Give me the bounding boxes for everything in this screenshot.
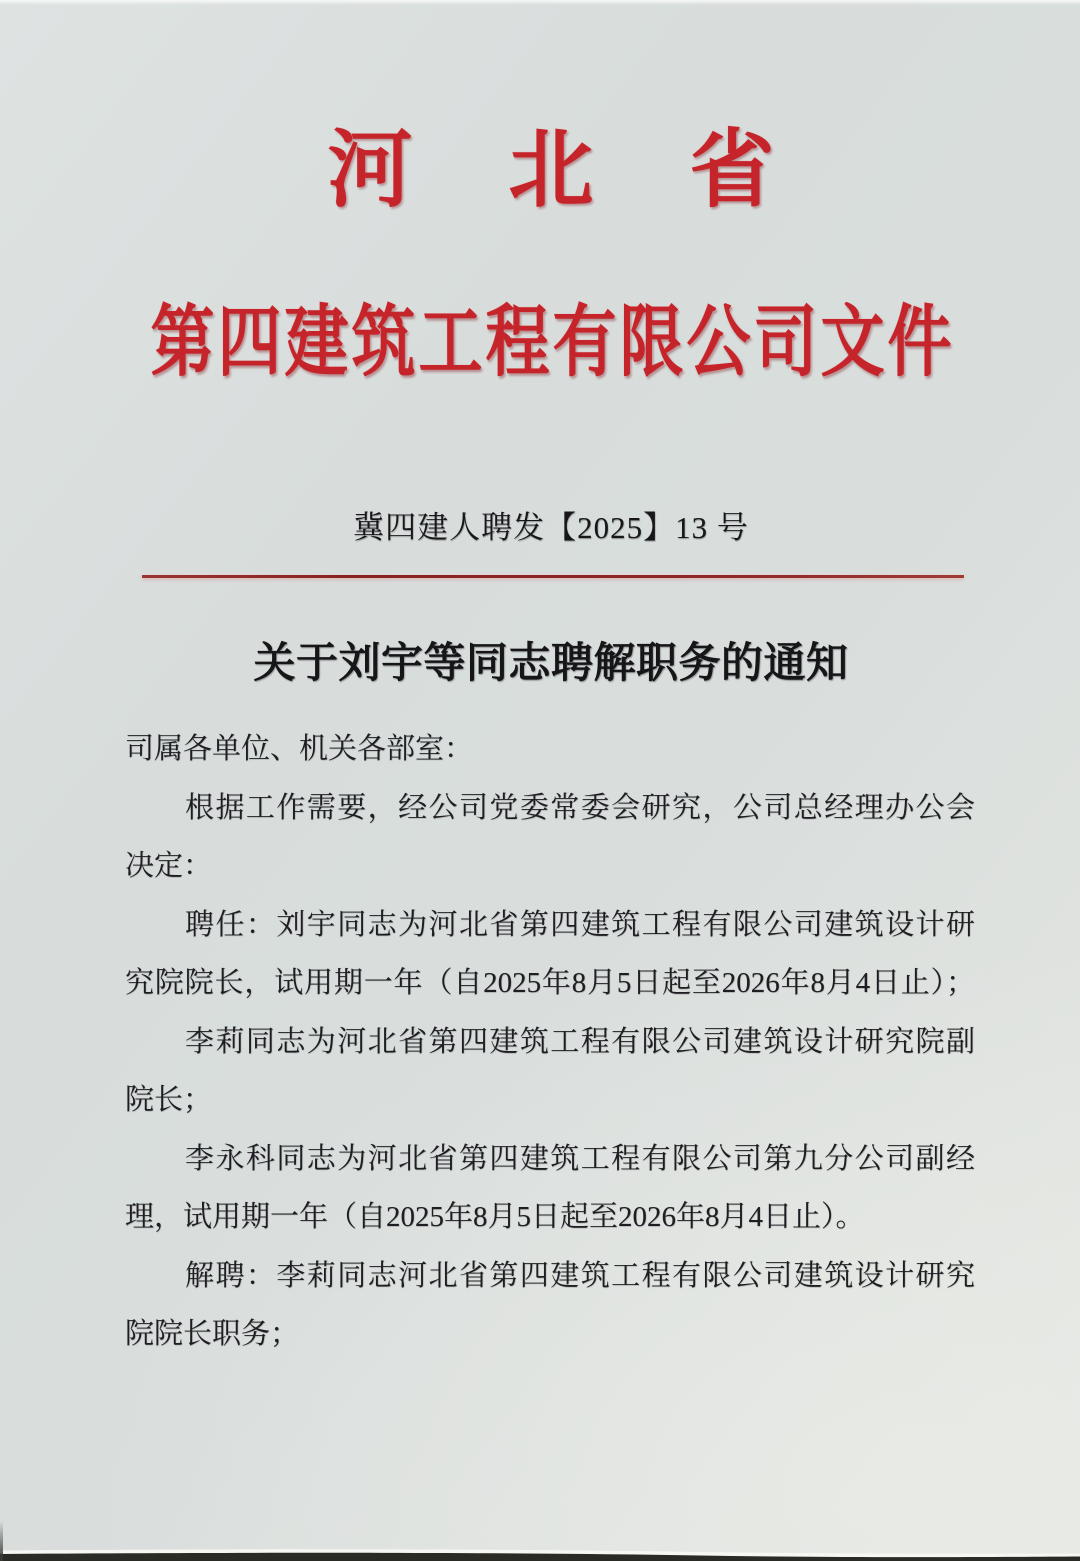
body-line: 决定：	[125, 850, 213, 882]
body-line: 究院院长，试用期一年（自2025年8月5日起至2026年8月4日止）；	[125, 967, 975, 999]
document-title: 关于刘宇等同志聘解职务的通知	[253, 641, 849, 687]
body-line: 院长；	[125, 1084, 213, 1116]
body-line: 聘任：刘宇同志为河北省第四建筑工程有限公司建筑设计研	[185, 908, 975, 941]
body-line: 解聘：李莉同志河北省第四建筑工程有限公司建筑设计研究	[185, 1259, 975, 1292]
paper-top-edge	[0, 0, 1080, 5]
red-separator-rule	[142, 575, 964, 578]
body-line: 理，试用期一年（自2025年8月5日起至2026年8月4日止）。	[125, 1201, 865, 1233]
paper-left-edge-shadow	[0, 1521, 3, 1561]
header-province-line: 河北省	[327, 124, 871, 218]
header-company-line: 第四建筑工程有限公司文件	[150, 299, 955, 386]
body-line: 李永科同志为河北省第四建筑工程有限公司第九分公司副经	[185, 1142, 975, 1175]
body-line: 根据工作需要，经公司党委常委会研究，公司总经理办公会	[185, 791, 975, 824]
doc-number: 冀四建人聘发【2025】13 号	[353, 510, 749, 545]
body-line: 院院长职务；	[125, 1318, 300, 1350]
document-body	[125, 720, 975, 1364]
paper-bottom-edge	[0, 1545, 1080, 1561]
body-line: 李莉同志为河北省第四建筑工程有限公司建筑设计研究院副	[185, 1025, 975, 1058]
body-line-salutation: 司属各单位、机关各部室：	[125, 733, 474, 765]
